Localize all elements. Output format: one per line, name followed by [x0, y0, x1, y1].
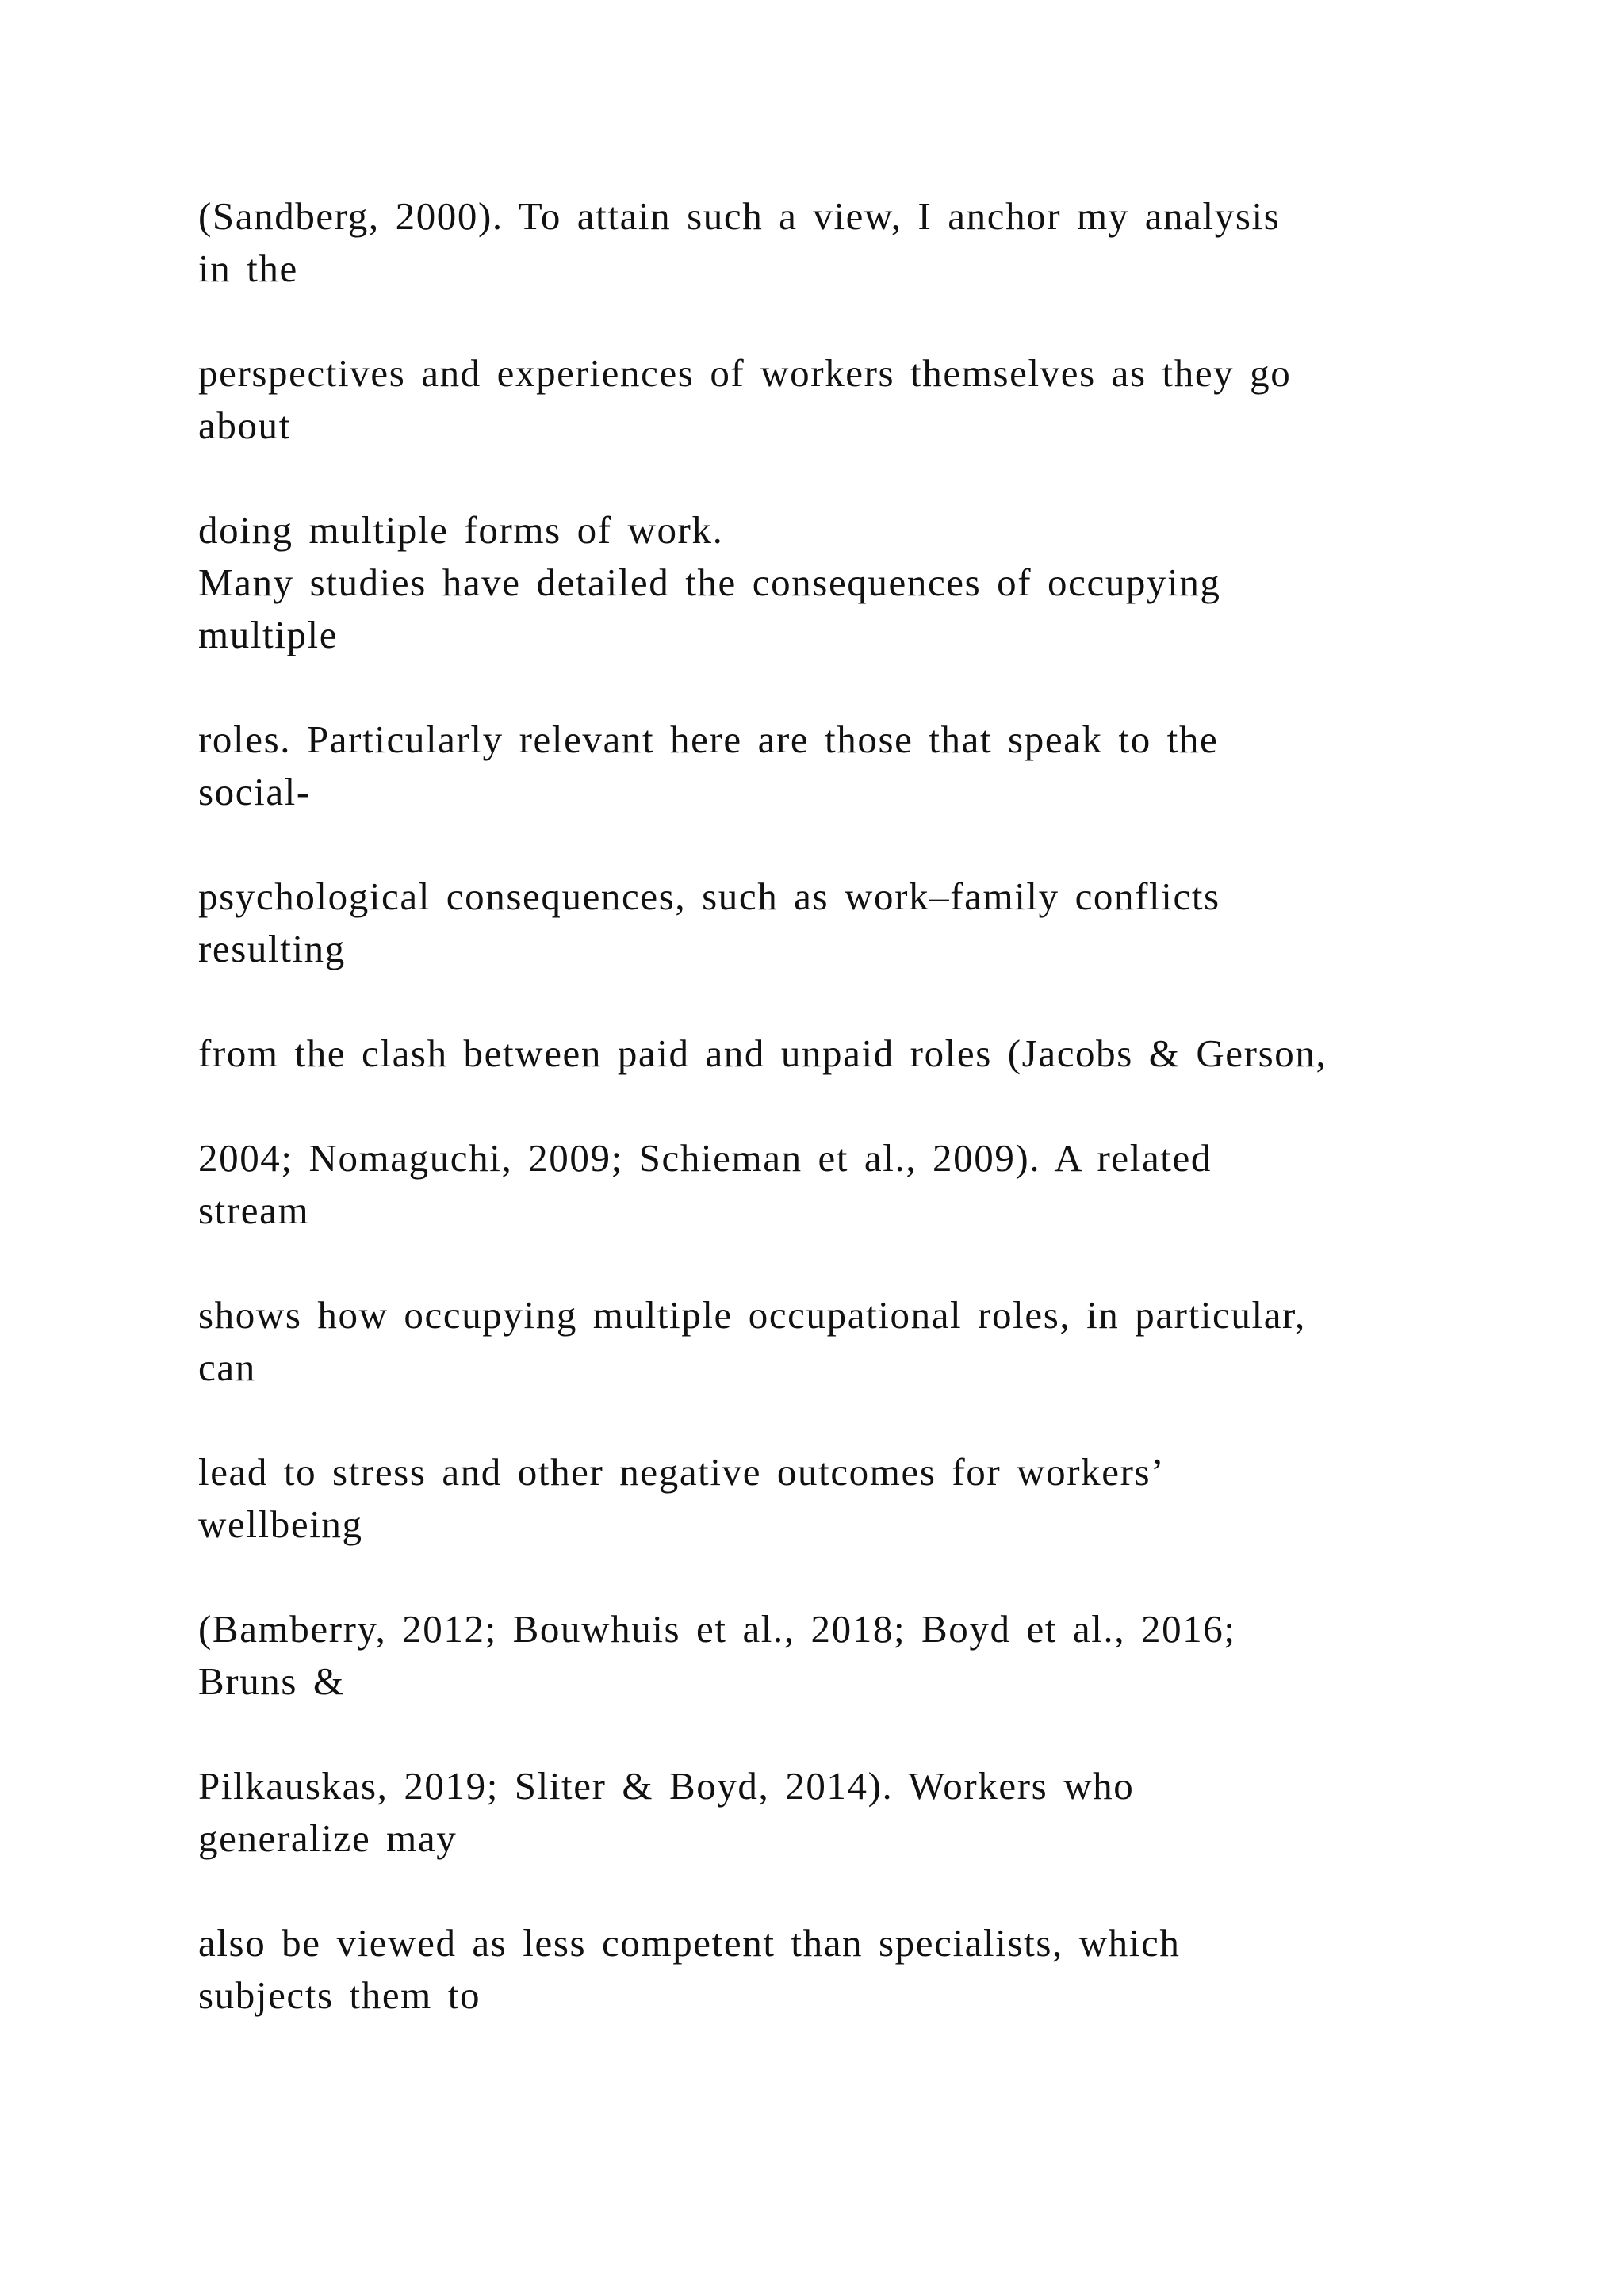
line-gap — [198, 1394, 1435, 1446]
text-line: Bruns & — [198, 1659, 345, 1703]
line-gap — [198, 1708, 1435, 1760]
line-gap — [198, 1237, 1435, 1289]
line-gap — [198, 1865, 1435, 1917]
body-text — [198, 190, 1435, 2022]
text-line: lead to stress and other negative outcomes for workers’ — [198, 1450, 1166, 1494]
text-line: Many studies have detailed the consequences of occupying — [198, 561, 1221, 604]
text-line: shows how occupying multiple occupational roles, in particular, — [198, 1293, 1306, 1337]
text-line: roles. Particularly relevant here are those that speak to the — [198, 718, 1219, 761]
text-line: from the clash between paid and unpaid roles (Jacobs & Gerson, — [198, 1031, 1327, 1075]
text-line: (Bamberry, 2012; Bouwhuis et al., 2018; Boyd et al., 2016; — [198, 1607, 1236, 1651]
text-line: multiple — [198, 613, 339, 656]
text-line: resulting — [198, 927, 346, 970]
line-gap — [198, 295, 1435, 347]
line-gap — [198, 452, 1435, 504]
text-line: doing multiple forms of work. — [198, 508, 724, 552]
text-line: can — [198, 1345, 256, 1389]
text-line: perspectives and experiences of workers themselves as they go — [198, 351, 1292, 395]
line-gap — [198, 1551, 1435, 1603]
text-line: stream — [198, 1188, 310, 1232]
text-line: 2004; Nomaguchi, 2009; Schieman et al., 2009). A related — [198, 1136, 1212, 1180]
text-line: Pilkauskas, 2019; Sliter & Boyd, 2014). Workers who — [198, 1764, 1135, 1808]
text-line: about — [198, 404, 291, 447]
text-line: generalize may — [198, 1816, 458, 1860]
text-line: subjects them to — [198, 1973, 481, 2017]
text-line: psychological consequences, such as work–family conflicts — [198, 874, 1220, 918]
text-line: (Sandberg, 2000). To attain such a view, I anchor my analysis — [198, 194, 1281, 238]
text-line: wellbeing — [198, 1502, 363, 1546]
line-gap — [198, 818, 1435, 871]
text-line: social- — [198, 770, 311, 813]
line-gap — [198, 1080, 1435, 1132]
line-gap — [198, 975, 1435, 1027]
line-gap — [198, 661, 1435, 714]
text-line: also be viewed as less competent than specialists, which — [198, 1921, 1181, 1965]
text-line: in the — [198, 247, 298, 290]
